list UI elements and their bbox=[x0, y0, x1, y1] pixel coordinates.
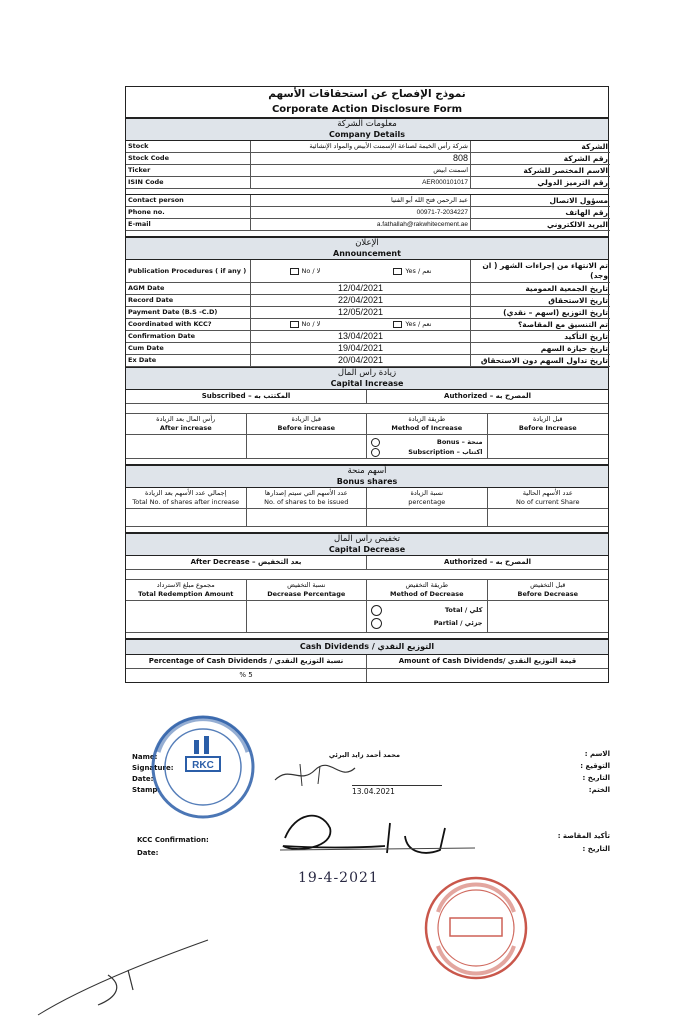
cash-dividends-section-header bbox=[126, 639, 608, 655]
cell[interactable] bbox=[126, 601, 247, 633]
signer-name-value: محمد أحمد زايد البرئي bbox=[328, 751, 400, 759]
capital-decrease-section-header bbox=[126, 533, 608, 556]
kcc-stamp-icon bbox=[420, 872, 532, 984]
cell[interactable] bbox=[126, 509, 247, 527]
radio-icon bbox=[371, 438, 380, 447]
col-en: Decrease Percentage bbox=[267, 590, 346, 598]
radio-icon bbox=[371, 605, 382, 616]
row-label-ar: تاريخ التوزيع (اسهم – نقدي) bbox=[471, 307, 610, 319]
row-label: Cum Date bbox=[126, 343, 251, 355]
row-label-ar: مسؤول الاتصال bbox=[471, 195, 610, 207]
method-of-decrease-options bbox=[367, 601, 488, 633]
isin-value: AER000101017 bbox=[251, 177, 471, 189]
coordinated-options bbox=[251, 319, 471, 331]
email-value: a.fathallah@rakwhitecement.ae bbox=[251, 219, 471, 231]
row-label-ar: تاريخ تداول السهم دون الاستحقاق bbox=[471, 355, 610, 367]
cell[interactable] bbox=[247, 435, 368, 459]
cash-pct-value: % 5 bbox=[126, 669, 367, 682]
row-label-ar: تاريخ التأكيد bbox=[471, 331, 610, 343]
col-ar: إجمالي عدد الأسهم بعد الزيادة bbox=[144, 489, 227, 497]
row-label-ar: البريد الالكتروني bbox=[471, 219, 610, 231]
row-label: Ticker bbox=[126, 165, 251, 177]
col-ar: قبل الزيادة bbox=[532, 415, 563, 423]
capital-increase-ar: زيادة راس المال bbox=[337, 368, 397, 378]
capital-decrease-ar: تخفيض راس المال bbox=[333, 534, 400, 544]
confirmation-date-value: 13/04/2021 bbox=[251, 331, 471, 343]
cell[interactable] bbox=[488, 435, 609, 459]
col-en: No. of shares to be issued bbox=[264, 498, 349, 506]
agm-date-value: 12/04/2021 bbox=[251, 283, 471, 295]
cell[interactable] bbox=[126, 435, 247, 459]
col-ar: مجموع مبلغ الاسترداد bbox=[156, 581, 215, 589]
row-label-ar: الشركة bbox=[471, 141, 610, 153]
signature-label: Signature: bbox=[132, 764, 174, 772]
capital-increase-section-header bbox=[126, 367, 608, 390]
option-label: Total / كلي bbox=[444, 606, 483, 614]
row-label-ar: تم التنسيق مع المقاصة؟ bbox=[471, 319, 610, 331]
after-decrease-label: After Decrease – بعد التخفيض bbox=[126, 556, 367, 569]
row-label: Stock bbox=[126, 141, 251, 153]
publication-yes-option[interactable] bbox=[393, 260, 431, 282]
col-header bbox=[126, 414, 247, 435]
row-label-ar: تاريخ حيازة السهم bbox=[471, 343, 610, 355]
blank-row bbox=[126, 404, 608, 414]
col-ar: قبل الزيادة bbox=[291, 415, 322, 423]
form-header bbox=[126, 87, 608, 118]
cash-dividends-header bbox=[126, 655, 608, 669]
bonus-ar: أسهم منحة bbox=[347, 466, 387, 476]
company-section-ar: معلومات الشركة bbox=[337, 119, 397, 129]
col-header bbox=[247, 414, 368, 435]
col-ar: نسبة الزيادة bbox=[410, 489, 444, 497]
kcc-confirmation-label: KCC Confirmation: bbox=[137, 836, 209, 844]
cash-amount-value bbox=[367, 669, 608, 682]
contact-person-value: عبد الرحمن فتح الله أبو الفنيا bbox=[251, 195, 471, 207]
company-name-value: شركة رأس الخيمة لصناعة الإسمنت الأبيض والمواد الإنشائية bbox=[251, 141, 471, 153]
row-label-ar: تاريخ الجمعية العمومية bbox=[471, 283, 610, 295]
row-label: Coordinated with KCC? bbox=[126, 319, 251, 331]
col-en: Method of Decrease bbox=[390, 590, 464, 598]
col-en: Before Increase bbox=[518, 424, 577, 432]
cell[interactable] bbox=[247, 601, 368, 633]
col-en: Total No. of shares after increase bbox=[132, 498, 240, 506]
form-title-ar: نموذج الإفصاح عن استحقاقات الأسهم bbox=[268, 88, 466, 100]
option-label: Yes / نعم bbox=[405, 320, 432, 328]
row-label: Ex Date bbox=[126, 355, 251, 367]
coordinated-no-option[interactable] bbox=[290, 319, 321, 330]
publication-no-option[interactable] bbox=[290, 260, 321, 282]
col-ar: قبل التخفيض bbox=[530, 581, 566, 589]
col-header bbox=[488, 488, 609, 509]
row-label: E-mail bbox=[126, 219, 251, 231]
col-en: percentage bbox=[408, 498, 446, 506]
cum-date-value: 19/04/2021 bbox=[251, 343, 471, 355]
col-header bbox=[126, 580, 247, 601]
signoff-labels-ar bbox=[550, 748, 610, 796]
col-en: Method of Increase bbox=[391, 424, 463, 432]
row-label: Stock Code bbox=[126, 153, 251, 165]
capital-increase-columns bbox=[126, 414, 608, 459]
partial-option[interactable] bbox=[371, 617, 483, 630]
date-label: Date: bbox=[132, 775, 154, 783]
capital-increase-en: Capital Increase bbox=[330, 379, 404, 388]
svg-text:RKC: RKC bbox=[192, 760, 214, 771]
capital-decrease-en: Capital Decrease bbox=[328, 545, 406, 554]
col-en: Before increase bbox=[277, 424, 336, 432]
total-option[interactable] bbox=[371, 604, 483, 617]
col-en: Before Decrease bbox=[517, 590, 578, 598]
checkbox-icon bbox=[290, 321, 299, 328]
option-label: No / لا bbox=[301, 320, 321, 328]
announcement-section-header bbox=[126, 237, 608, 260]
cash-dividends-values bbox=[126, 669, 608, 682]
col-ar: عدد الأسهم الحالية bbox=[522, 489, 573, 497]
row-label-ar: تم الانتهاء من إجراءات الشهر ( ان وجد) bbox=[471, 260, 610, 283]
kcc-confirmation-label-ar: تأكيد المقاصة : bbox=[557, 832, 610, 840]
form-title-en: Corporate Action Disclosure Form bbox=[271, 104, 463, 115]
row-label: Confirmation Date bbox=[126, 331, 251, 343]
checkbox-icon bbox=[393, 321, 402, 328]
cash-dividends-title: Cash Dividends / التوزيع النقدي bbox=[299, 642, 435, 651]
kcc-signature-icon bbox=[275, 808, 480, 860]
authorized-label: Authorized – المصرح به bbox=[444, 558, 531, 566]
capital-decrease-columns bbox=[126, 580, 608, 633]
disclosure-form bbox=[125, 86, 609, 683]
option-label: Bonus – منحة bbox=[436, 438, 483, 446]
row-label-ar: رقم الهاتف bbox=[471, 207, 610, 219]
col-ar: رأس المال بعد الزيادة bbox=[156, 415, 216, 423]
signature-label-ar: التوقيع : bbox=[580, 762, 610, 770]
checkbox-icon bbox=[290, 268, 299, 275]
ticker-value: اسمنت ابيض bbox=[251, 165, 471, 177]
col-en: Total Redemption Amount bbox=[138, 590, 234, 598]
stamp-label-ar: الختم: bbox=[588, 786, 610, 794]
kcc-labels-ar bbox=[530, 830, 610, 856]
announcement-table bbox=[126, 260, 608, 367]
cash-amount-label: Amount of Cash Dividends/ قيمة التوزيع النقدي bbox=[398, 657, 577, 665]
kcc-labels-en bbox=[137, 834, 209, 860]
cell[interactable] bbox=[367, 509, 488, 527]
row-label-ar: رقم الترميز الدولي bbox=[471, 177, 610, 189]
row-label: ISIN Code bbox=[126, 177, 251, 189]
cell[interactable] bbox=[488, 601, 609, 633]
row-label: Publication Procedures ( if any ) bbox=[126, 260, 251, 283]
coordinated-yes-option[interactable] bbox=[393, 319, 431, 330]
record-date-value: 22/04/2021 bbox=[251, 295, 471, 307]
row-label: AGM Date bbox=[126, 283, 251, 295]
col-en: No of current Share bbox=[515, 498, 580, 506]
option-label: Partial / جزئي bbox=[433, 619, 483, 627]
bonus-option[interactable] bbox=[371, 437, 483, 447]
method-of-increase-options bbox=[367, 435, 488, 459]
col-header bbox=[247, 580, 368, 601]
name-label: Name: bbox=[132, 753, 158, 761]
announcement-section-ar: الإعلان bbox=[355, 238, 379, 248]
col-header bbox=[367, 580, 488, 601]
capital-increase-split bbox=[126, 390, 608, 404]
phone-value: 00971-7-2034227 bbox=[251, 207, 471, 219]
name-label-ar: الاسم : bbox=[584, 750, 610, 758]
cash-pct-label: Percentage of Cash Dividends / نسبة التوزيع النقدي bbox=[126, 655, 367, 668]
subscription-option[interactable] bbox=[371, 447, 483, 457]
company-table bbox=[126, 141, 608, 189]
option-label: Subscription – اكتتاب bbox=[408, 448, 483, 456]
handwritten-date: 19-4-2021 bbox=[298, 870, 379, 886]
row-label: Phone no. bbox=[126, 207, 251, 219]
radio-icon bbox=[371, 618, 382, 629]
stock-code-value: 808 bbox=[251, 153, 471, 165]
row-label-ar: تاريخ الاستحقاق bbox=[471, 295, 610, 307]
company-section-header bbox=[126, 118, 608, 141]
col-ar: طريقة الزيادة bbox=[408, 415, 446, 423]
blank-row bbox=[126, 570, 608, 580]
announcement-section-en: Announcement bbox=[333, 249, 401, 258]
bonus-columns bbox=[126, 488, 608, 527]
publication-options bbox=[251, 260, 471, 283]
cell[interactable] bbox=[247, 509, 368, 527]
cell[interactable] bbox=[488, 509, 609, 527]
radio-icon bbox=[371, 448, 380, 457]
signature-icon bbox=[270, 760, 360, 790]
kcc-date-label: Date: bbox=[137, 849, 159, 857]
ex-date-value: 20/04/2021 bbox=[251, 355, 471, 367]
company-section-en: Company Details bbox=[328, 130, 406, 139]
col-ar: طريقة التخفيض bbox=[405, 581, 449, 589]
bonus-en: Bonus shares bbox=[336, 477, 398, 486]
capital-decrease-split bbox=[126, 556, 608, 570]
payment-date-value: 12/05/2021 bbox=[251, 307, 471, 319]
company-stamp-icon bbox=[138, 712, 268, 822]
kcc-date-label-ar: التاريخ : bbox=[582, 845, 610, 853]
sign-date-value: 13.04.2021 bbox=[352, 785, 442, 796]
stamp-label: Stamp: bbox=[132, 786, 161, 794]
col-ar: نسبة التخفيض bbox=[287, 581, 326, 589]
row-label: Contact person bbox=[126, 195, 251, 207]
col-ar: عدد الأسهم التي سيتم إصدارها bbox=[264, 489, 348, 497]
date-label-ar: التاريخ : bbox=[582, 774, 610, 782]
checkbox-icon bbox=[393, 268, 402, 275]
bonus-section-header bbox=[126, 465, 608, 488]
col-header bbox=[367, 488, 488, 509]
row-label: Payment Date (B.S -C.D) bbox=[126, 307, 251, 319]
col-header bbox=[488, 580, 609, 601]
col-header bbox=[488, 414, 609, 435]
option-label: Yes / نعم bbox=[405, 267, 432, 275]
subscribed-label: Subscribed – المكتتب به bbox=[126, 390, 367, 403]
col-header bbox=[126, 488, 247, 509]
col-header bbox=[367, 414, 488, 435]
row-label-ar: رقم الشركة bbox=[471, 153, 610, 165]
col-header bbox=[247, 488, 368, 509]
authorized-label: Authorized – المصرح به bbox=[444, 392, 531, 400]
bottom-signature-icon bbox=[28, 935, 218, 1024]
col-en: After increase bbox=[159, 424, 212, 432]
contact-table bbox=[126, 195, 608, 231]
option-label: No / لا bbox=[301, 267, 321, 275]
row-label: Record Date bbox=[126, 295, 251, 307]
row-label-ar: الاسم المختصر للشركة bbox=[471, 165, 610, 177]
